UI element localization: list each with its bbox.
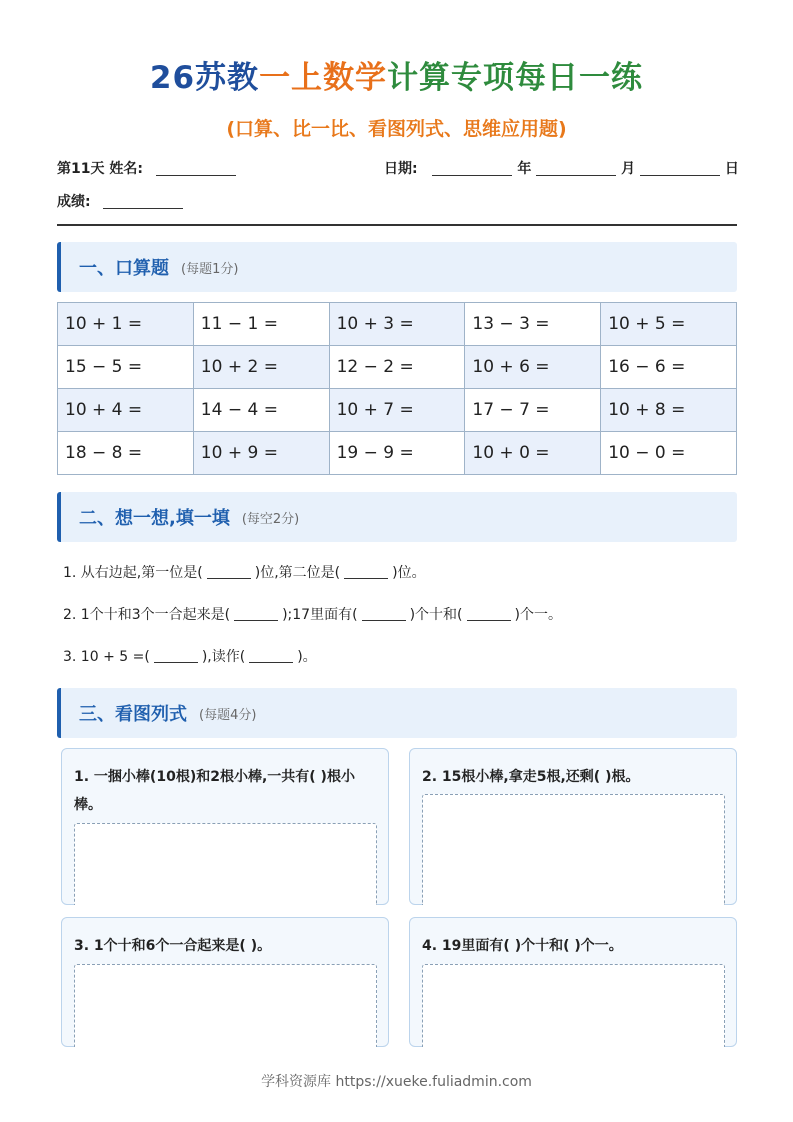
page-subtitle: (口算、比一比、看图列式、思维应用题)	[226, 118, 567, 140]
fill-text: );17里面有(	[282, 607, 358, 623]
calc-cell[interactable]: 18 − 8 =	[58, 432, 194, 475]
card-question: 4. 19里面有( )个十和( )个一。	[422, 938, 623, 954]
fill-text: 1. 从右边起,第一位是(	[63, 565, 203, 581]
calc-cell[interactable]: 10 + 3 =	[329, 303, 465, 346]
section-1-title: 一、口算题	[79, 258, 169, 279]
fill-text: 3. 10 + 5 =(	[63, 649, 150, 665]
name-field[interactable]	[156, 175, 236, 176]
card-question: 1. 一捆小棒(10根)和2根小棒,一共有( )根小棒。	[74, 769, 355, 813]
page-title	[0, 52, 793, 97]
year-field[interactable]	[432, 175, 512, 176]
score-field[interactable]	[103, 208, 183, 209]
card-question: 2. 15根小棒,拿走5根,还剩( )根。	[422, 769, 640, 785]
table-row	[58, 346, 737, 389]
calc-cell[interactable]: 10 + 7 =	[329, 389, 465, 432]
footer-text: 学科资源库 https://xueke.fuliadmin.com	[261, 1074, 532, 1090]
calc-cell[interactable]: 10 + 8 =	[601, 389, 737, 432]
picture-question-card-4	[409, 917, 737, 1047]
table-row	[58, 389, 737, 432]
calc-cell[interactable]: 11 − 1 =	[193, 303, 329, 346]
header-divider	[57, 224, 737, 226]
month-label: 月	[621, 161, 636, 177]
day-unit-label: 日	[724, 161, 739, 177]
picture-question-card-1	[61, 748, 389, 905]
answer-blank[interactable]	[467, 620, 511, 621]
name-label: 姓名:	[109, 161, 143, 177]
table-row	[58, 303, 737, 346]
answer-blank[interactable]	[234, 620, 278, 621]
answer-box[interactable]	[422, 964, 725, 1047]
title-part-4: 计算专项每日一练	[387, 60, 644, 96]
info-row-date	[384, 158, 739, 178]
section-3-title: 三、看图列式	[79, 704, 187, 725]
section-1-header	[57, 242, 737, 292]
fill-text: )位,第二位是(	[254, 565, 341, 581]
answer-box[interactable]	[422, 794, 725, 905]
answer-blank[interactable]	[344, 578, 388, 579]
title-part-3: 数学	[323, 60, 388, 96]
calc-cell[interactable]: 10 − 0 =	[601, 432, 737, 475]
picture-question-card-2	[409, 748, 737, 905]
calc-cell[interactable]: 10 + 5 =	[601, 303, 737, 346]
section-3-note: (每题4分)	[199, 707, 257, 723]
day-field[interactable]	[640, 175, 720, 176]
title-part-1: 26苏教	[149, 60, 260, 96]
answer-blank[interactable]	[154, 662, 198, 663]
calc-cell[interactable]: 19 − 9 =	[329, 432, 465, 475]
calc-cell[interactable]: 10 + 6 =	[465, 346, 601, 389]
calc-cell[interactable]: 15 − 5 =	[58, 346, 194, 389]
section-2-header	[57, 492, 737, 542]
calc-table	[57, 302, 737, 475]
month-field[interactable]	[536, 175, 616, 176]
calc-cell[interactable]: 12 − 2 =	[329, 346, 465, 389]
section-2-note: (每空2分)	[241, 511, 300, 527]
picture-question-card-3	[61, 917, 389, 1047]
fill-question-3	[63, 646, 317, 666]
fill-text: ),读作(	[201, 649, 246, 665]
title-part-2: 一上	[259, 60, 324, 96]
fill-text: 2. 1个十和3个一合起来是(	[63, 607, 231, 623]
year-label: 年	[517, 161, 532, 177]
score-label: 成绩:	[57, 194, 91, 210]
calc-cell[interactable]: 10 + 2 =	[193, 346, 329, 389]
section-3-header	[57, 688, 737, 738]
fill-text: )。	[297, 649, 317, 665]
fill-question-1	[63, 562, 426, 582]
card-question: 3. 1个十和6个一合起来是( )。	[74, 938, 272, 954]
section-1-note: (每题1分)	[181, 261, 239, 277]
answer-blank[interactable]	[249, 662, 293, 663]
fill-text: )个一。	[514, 607, 562, 623]
info-row-name	[57, 158, 236, 178]
calc-cell[interactable]: 10 + 1 =	[58, 303, 194, 346]
calc-cell[interactable]: 10 + 9 =	[193, 432, 329, 475]
table-row	[58, 432, 737, 475]
answer-blank[interactable]	[362, 620, 406, 621]
calc-cell[interactable]: 13 − 3 =	[465, 303, 601, 346]
fill-text: )位。	[392, 565, 426, 581]
calc-cell[interactable]: 10 + 4 =	[58, 389, 194, 432]
fill-text: )个十和(	[409, 607, 463, 623]
calc-cell[interactable]: 17 − 7 =	[465, 389, 601, 432]
calc-cell[interactable]: 16 − 6 =	[601, 346, 737, 389]
answer-box[interactable]	[74, 823, 377, 905]
answer-box[interactable]	[74, 964, 377, 1047]
calc-cell[interactable]: 14 − 4 =	[193, 389, 329, 432]
calc-cell[interactable]: 10 + 0 =	[465, 432, 601, 475]
fill-question-2	[63, 604, 562, 624]
date-label: 日期:	[384, 161, 418, 177]
answer-blank[interactable]	[207, 578, 251, 579]
section-2-title: 二、想一想,填一填	[79, 508, 230, 529]
day-label: 第11天	[57, 161, 105, 177]
info-row-score	[57, 191, 183, 211]
